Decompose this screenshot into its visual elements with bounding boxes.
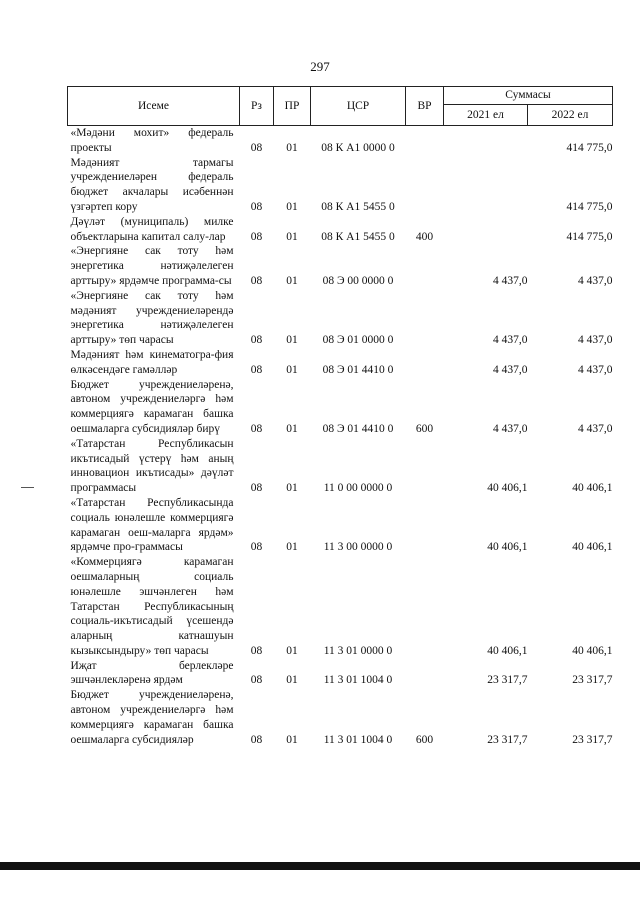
header-rz: Рз <box>240 87 274 126</box>
row-csr: 08 Э 01 0000 0 <box>322 334 394 347</box>
row-name: «Мәдәни мохит» федераль проекты <box>70 127 234 154</box>
row-rz: 08 <box>250 141 263 154</box>
row-csr: 08 К А1 5455 0 <box>321 200 395 213</box>
row-csr: 08 К А1 0000 0 <box>321 141 395 154</box>
row-csr: 11 0 00 0000 0 <box>323 482 393 495</box>
row-amount-2021: 40 406,1 <box>487 541 528 554</box>
row-amount-2022: 414 775,0 <box>566 200 613 213</box>
row-amount-2022: 23 317,7 <box>572 674 613 687</box>
row-pr: 01 <box>286 644 298 657</box>
table-row <box>68 289 613 348</box>
row-name: Мәдәният һәм кинематогра-фия өлкәсендәге гамәлләр <box>70 348 234 376</box>
table-row <box>68 688 613 747</box>
row-csr: 11 3 00 0000 0 <box>323 541 393 554</box>
row-amount-2021: 23 317,7 <box>487 733 528 746</box>
page-number: 297 <box>310 59 330 74</box>
row-rz: 08 <box>250 230 263 243</box>
row-amount-2022: 4 437,0 <box>578 422 613 435</box>
row-rz: 08 <box>250 644 263 657</box>
header-year-2022: 2022 ел <box>528 105 613 126</box>
row-csr: 11 3 01 1004 0 <box>323 674 393 687</box>
row-amount-2022: 4 437,0 <box>578 274 613 287</box>
table-row <box>68 348 613 378</box>
row-amount-2021: 4 437,0 <box>493 422 528 435</box>
row-name: «Татарстан Республикасын икътисадый үстерү һәм аның инновацион икътисады» дәүләт программасы <box>70 437 234 495</box>
row-name: Иҗат берлекләре эшчәнлекләренә ярдәм <box>70 659 234 687</box>
row-vr: 400 <box>415 230 434 243</box>
row-name: «Энергияне сак тоту һәм мәдәният учреждениеләрендә энергетика нәтиҗәлелеген арттыру» төп чарасы <box>70 289 234 347</box>
row-csr: 08 Э 01 4410 0 <box>322 422 394 435</box>
row-pr: 01 <box>286 141 298 154</box>
row-amount-2022: 414 775,0 <box>566 230 613 243</box>
table-row <box>68 156 613 215</box>
row-rz: 08 <box>250 422 263 435</box>
row-amount-2021 <box>444 126 528 156</box>
row-amount-2021 <box>444 156 528 215</box>
row-amount-2021: 40 406,1 <box>487 482 528 495</box>
row-name: «Коммерциягә карамаган оешмаларның социаль юнәлешле эшчәнлеген һәм Татарстан Республикасының социаль-икътисадый үсешендә аларның катнашуын кызыксындыру» төп чарасы <box>70 556 234 657</box>
row-pr: 01 <box>286 733 298 746</box>
row-name: Мәдәният тармагы учреждениеләрен федераль бюджет акчалары исәбеннән үзгәртеп кору <box>70 156 234 213</box>
row-amount-2022: 414 775,0 <box>566 141 613 154</box>
row-amount-2022: 40 406,1 <box>572 541 613 554</box>
table-row <box>68 244 613 288</box>
table-row <box>68 215 613 245</box>
row-amount-2022: 40 406,1 <box>572 644 613 657</box>
row-vr <box>406 156 444 215</box>
row-csr: 08 Э 00 0000 0 <box>322 274 394 287</box>
row-name: «Татарстан Республикасында социаль юнәлешле коммерциягә карамаган оеш-маларга ярдәм» ярдәмче про-граммасы <box>70 496 234 554</box>
row-name: Бюджет учреждениеләренә, автоном учреждениеләргә һәм коммерциягә карамаган башка оешмаларга субсидияләр <box>70 689 234 746</box>
row-amount-2021: 4 437,0 <box>493 334 528 347</box>
row-amount-2021: 4 437,0 <box>493 363 528 376</box>
header-year-2021: 2021 ел <box>444 105 528 126</box>
row-vr <box>406 289 444 348</box>
row-amount-2021 <box>444 215 528 245</box>
scan-edge-bar <box>0 862 640 870</box>
row-amount-2021: 23 317,7 <box>487 674 528 687</box>
row-pr: 01 <box>286 541 298 554</box>
row-amount-2022: 23 317,7 <box>572 733 613 746</box>
row-name: «Энергияне сак тоту һәм энергетика нәтиҗәлелеген арттыру» ярдәмче программа-сы <box>70 245 234 287</box>
row-vr <box>406 555 444 659</box>
row-vr: 600 <box>415 733 434 746</box>
row-pr: 01 <box>286 200 298 213</box>
row-amount-2021: 40 406,1 <box>487 644 528 657</box>
row-rz: 08 <box>250 674 263 687</box>
table-row <box>68 437 613 496</box>
header-pr: ПР <box>274 87 311 126</box>
row-name: Дәүләт (муниципаль) милке объектларына капитал салу-лар <box>70 215 234 243</box>
row-rz: 08 <box>250 200 263 213</box>
header-sums: Суммасы <box>444 87 613 105</box>
row-csr: 08 Э 01 4410 0 <box>322 363 394 376</box>
row-pr: 01 <box>286 674 298 687</box>
row-rz: 08 <box>250 363 263 376</box>
row-pr: 01 <box>286 482 298 495</box>
row-rz: 08 <box>250 733 263 746</box>
row-vr <box>406 496 444 555</box>
row-vr <box>406 437 444 496</box>
row-vr <box>406 126 444 156</box>
row-vr <box>406 659 444 689</box>
row-csr: 11 3 01 0000 0 <box>323 644 393 657</box>
row-pr: 01 <box>286 230 298 243</box>
header-name: Исеме <box>68 87 240 126</box>
table-row <box>68 496 613 555</box>
table-row <box>68 659 613 689</box>
row-pr: 01 <box>286 422 298 435</box>
header-csr: ЦСР <box>311 87 406 126</box>
table-header <box>68 87 613 126</box>
row-pr: 01 <box>286 274 298 287</box>
margin-mark <box>21 487 34 488</box>
table-row <box>68 555 613 659</box>
row-amount-2022: 4 437,0 <box>578 363 613 376</box>
table-row <box>68 126 613 156</box>
row-csr: 11 3 01 1004 0 <box>323 733 393 746</box>
row-csr: 08 К А1 5455 0 <box>321 230 395 243</box>
row-amount-2022: 40 406,1 <box>572 482 613 495</box>
row-amount-2021: 4 437,0 <box>493 274 528 287</box>
row-vr: 600 <box>415 422 434 435</box>
row-vr <box>406 348 444 378</box>
header-vr: ВР <box>406 87 444 126</box>
budget-table <box>67 86 613 747</box>
row-rz: 08 <box>250 274 263 287</box>
row-amount-2022: 4 437,0 <box>578 334 613 347</box>
row-rz: 08 <box>250 482 263 495</box>
row-rz: 08 <box>250 334 263 347</box>
row-pr: 01 <box>286 334 298 347</box>
row-name: Бюджет учреждениеләренә, автоном учреждениеләргә һәм коммерциягә карамаган башка оешмаларга субсидияләр бирү <box>70 378 234 435</box>
table-row <box>68 378 613 437</box>
row-pr: 01 <box>286 363 298 376</box>
row-vr <box>406 244 444 288</box>
table-body <box>68 126 613 748</box>
row-rz: 08 <box>250 541 263 554</box>
